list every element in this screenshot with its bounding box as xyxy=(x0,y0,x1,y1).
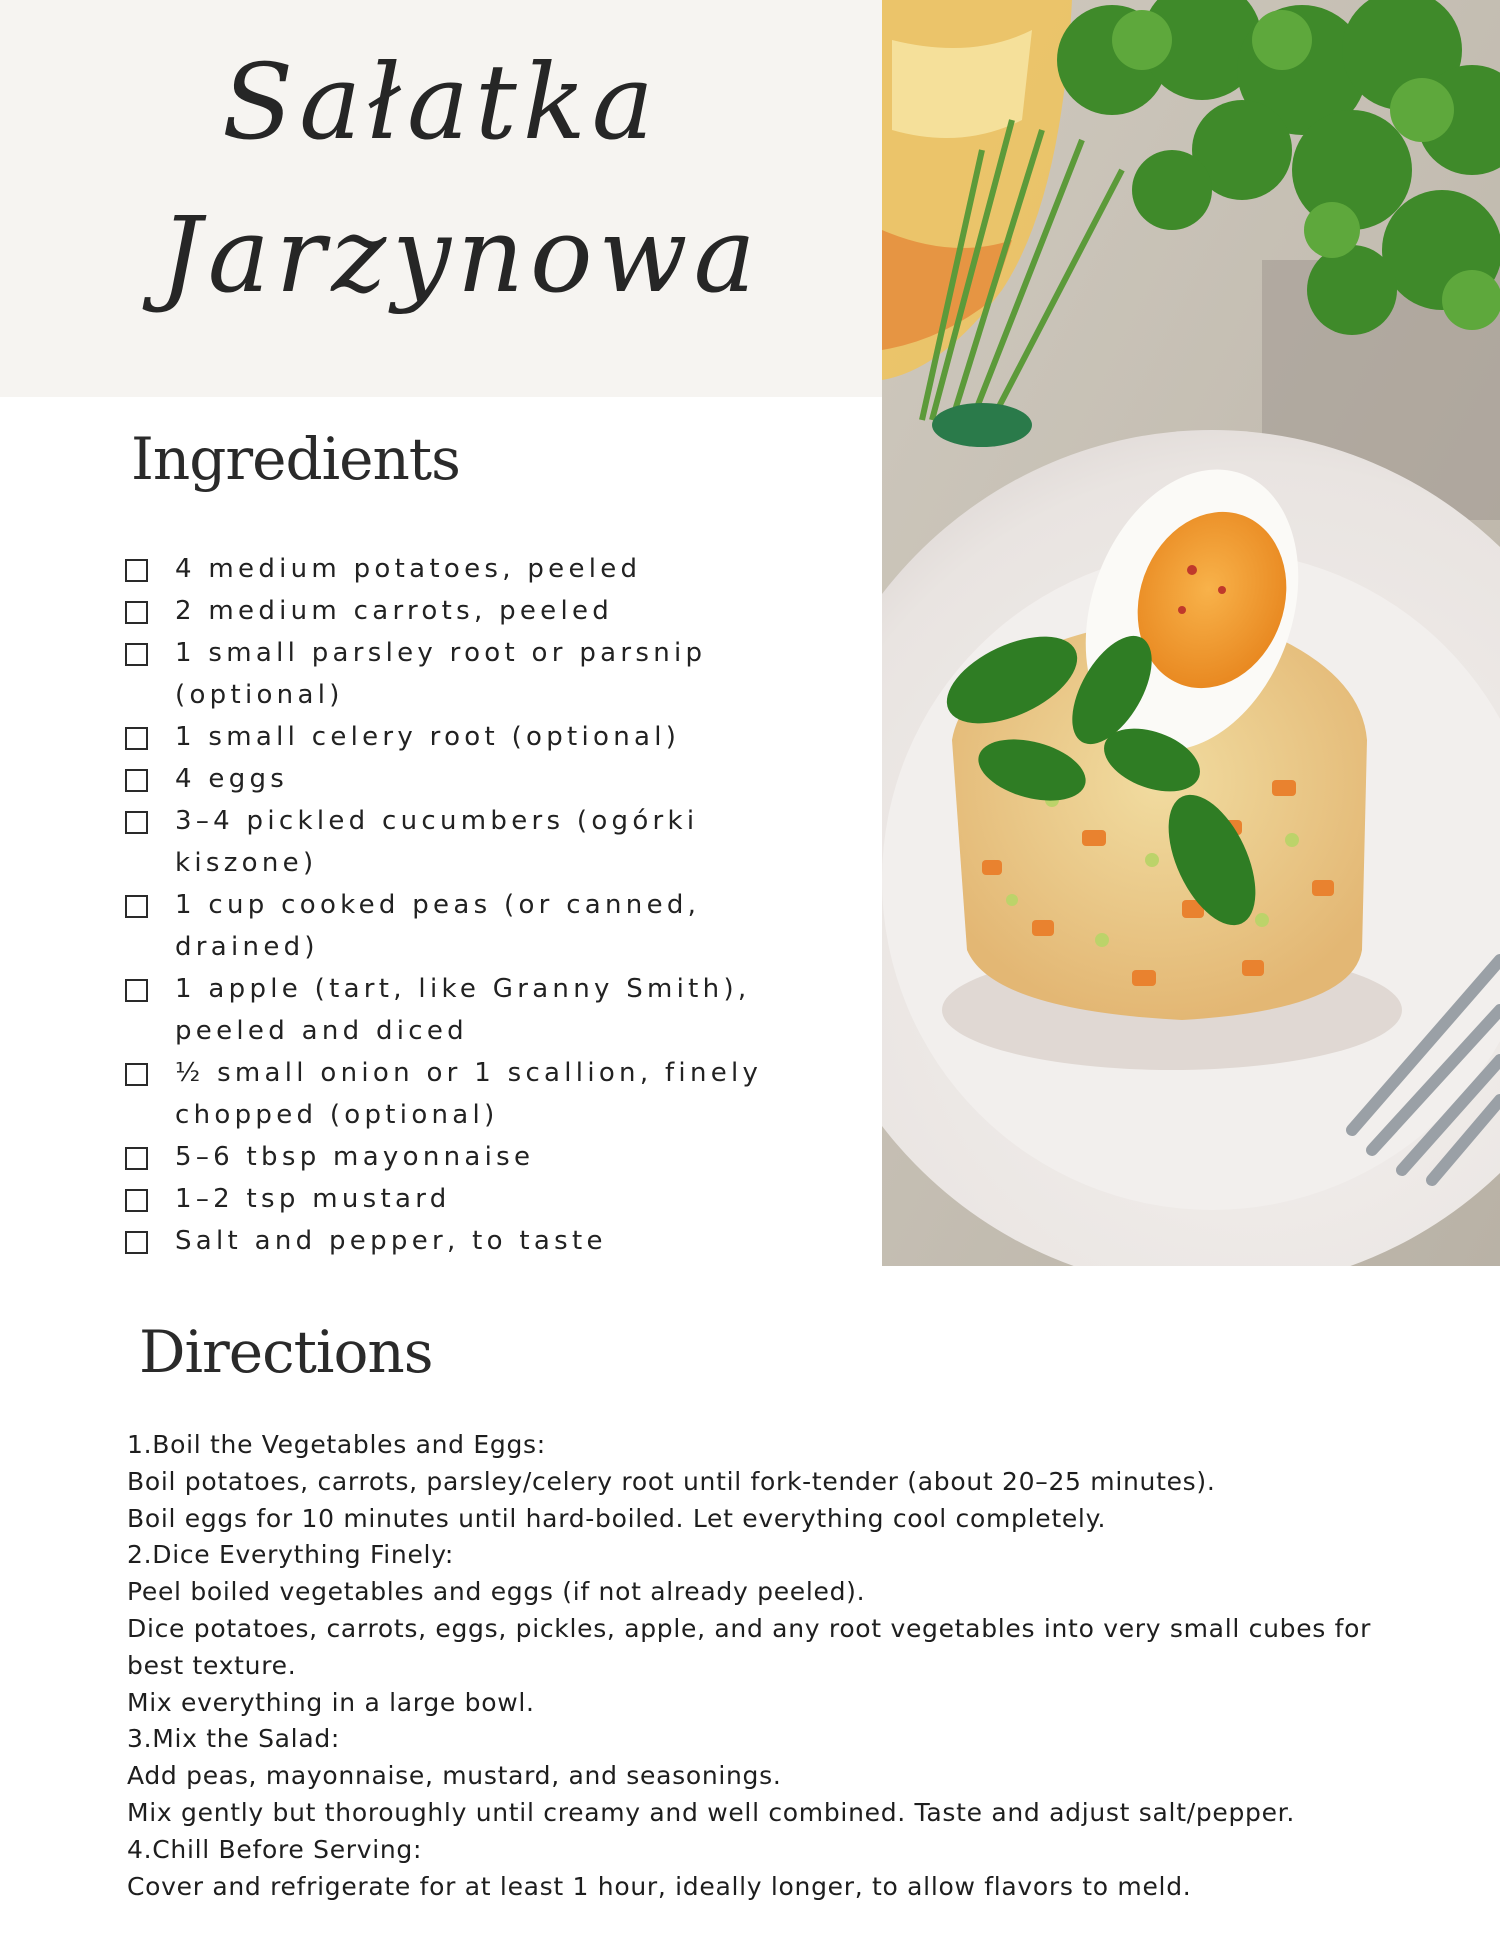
salad-illustration xyxy=(882,0,1500,1266)
ingredients-heading: Ingredients xyxy=(131,425,460,493)
ingredient-text: ½ small onion or 1 scallion, finely chopped (optional) xyxy=(175,1058,763,1130)
directions-heading: Directions xyxy=(139,1318,433,1386)
ingredient-item xyxy=(125,800,805,884)
ingredient-item xyxy=(125,590,805,632)
ingredient-text: 3–4 pickled cucumbers (ogórki kiszone) xyxy=(175,806,699,878)
ingredient-checkbox[interactable] xyxy=(125,1147,148,1170)
direction-line: Mix everything in a large bowl. xyxy=(127,1687,535,1717)
ingredient-text: 1–2 tsp mustard xyxy=(175,1184,451,1214)
title-panel xyxy=(0,0,882,397)
ingredient-checkbox[interactable] xyxy=(125,1231,148,1254)
direction-line: Add peas, mayonnaise, mustard, and seasonings. xyxy=(127,1761,782,1791)
ingredient-item xyxy=(125,758,805,800)
ingredient-checkbox[interactable] xyxy=(125,1063,148,1086)
direction-line: Peel boiled vegetables and eggs (if not already peeled). xyxy=(127,1577,866,1607)
ingredient-item xyxy=(125,884,805,968)
directions-text xyxy=(127,1427,1397,1905)
ingredient-item xyxy=(125,716,805,758)
ingredient-item xyxy=(125,632,805,716)
ingredient-item xyxy=(125,1178,805,1220)
recipe-title-line-2: Jarzynowa xyxy=(160,194,762,316)
ingredient-checkbox[interactable] xyxy=(125,643,148,666)
ingredient-checkbox[interactable] xyxy=(125,979,148,1002)
ingredient-text: Salt and pepper, to taste xyxy=(175,1226,607,1256)
ingredient-text: 1 cup cooked peas (or canned, drained) xyxy=(175,890,701,962)
ingredient-checkbox[interactable] xyxy=(125,601,148,624)
direction-line: Boil eggs for 10 minutes until hard-boiled. Let everything cool completely. xyxy=(127,1503,1107,1533)
ingredient-text: 1 small parsley root or parsnip (optional) xyxy=(175,638,707,710)
ingredient-text: 2 medium carrots, peeled xyxy=(175,596,614,626)
ingredient-text: 4 eggs xyxy=(175,764,289,794)
ingredient-text: 4 medium potatoes, peeled xyxy=(175,554,642,584)
ingredient-item xyxy=(125,1220,805,1262)
direction-line: Cover and refrigerate for at least 1 hour, ideally longer, to allow flavors to meld. xyxy=(127,1871,1192,1901)
direction-line: Dice potatoes, carrots, eggs, pickles, apple, and any root vegetables into very small cubes for best texture. xyxy=(127,1613,1372,1680)
direction-line: Mix gently but thoroughly until creamy and well combined. Taste and adjust salt/pepper. xyxy=(127,1797,1296,1827)
ingredient-checkbox[interactable] xyxy=(125,895,148,918)
salad-photo xyxy=(882,0,1500,1266)
ingredient-item xyxy=(125,968,805,1052)
ingredient-item xyxy=(125,1136,805,1178)
ingredients-list xyxy=(125,548,805,1262)
ingredient-item xyxy=(125,1052,805,1136)
direction-step-title: 3.Mix the Salad: xyxy=(127,1724,341,1754)
ingredient-text: 1 small celery root (optional) xyxy=(175,722,681,752)
ingredient-checkbox[interactable] xyxy=(125,559,148,582)
ingredient-text: 5–6 tbsp mayonnaise xyxy=(175,1142,535,1172)
ingredient-item xyxy=(125,548,805,590)
ingredient-checkbox[interactable] xyxy=(125,811,148,834)
direction-step-title: 1.Boil the Vegetables and Eggs: xyxy=(127,1430,546,1459)
ingredient-text: 1 apple (tart, like Granny Smith), peeled and diced xyxy=(175,974,751,1046)
direction-step-title: 4.Chill Before Serving: xyxy=(127,1834,423,1864)
ingredient-checkbox[interactable] xyxy=(125,727,148,750)
ingredient-checkbox[interactable] xyxy=(125,1189,148,1212)
recipe-title-line-1: Sałatka xyxy=(222,41,660,163)
ingredient-checkbox[interactable] xyxy=(125,769,148,792)
direction-step-title: 2.Dice Everything Finely: xyxy=(127,1540,454,1570)
direction-line: Boil potatoes, carrots, parsley/celery root until fork-tender (about 20–25 minutes). xyxy=(127,1466,1216,1496)
